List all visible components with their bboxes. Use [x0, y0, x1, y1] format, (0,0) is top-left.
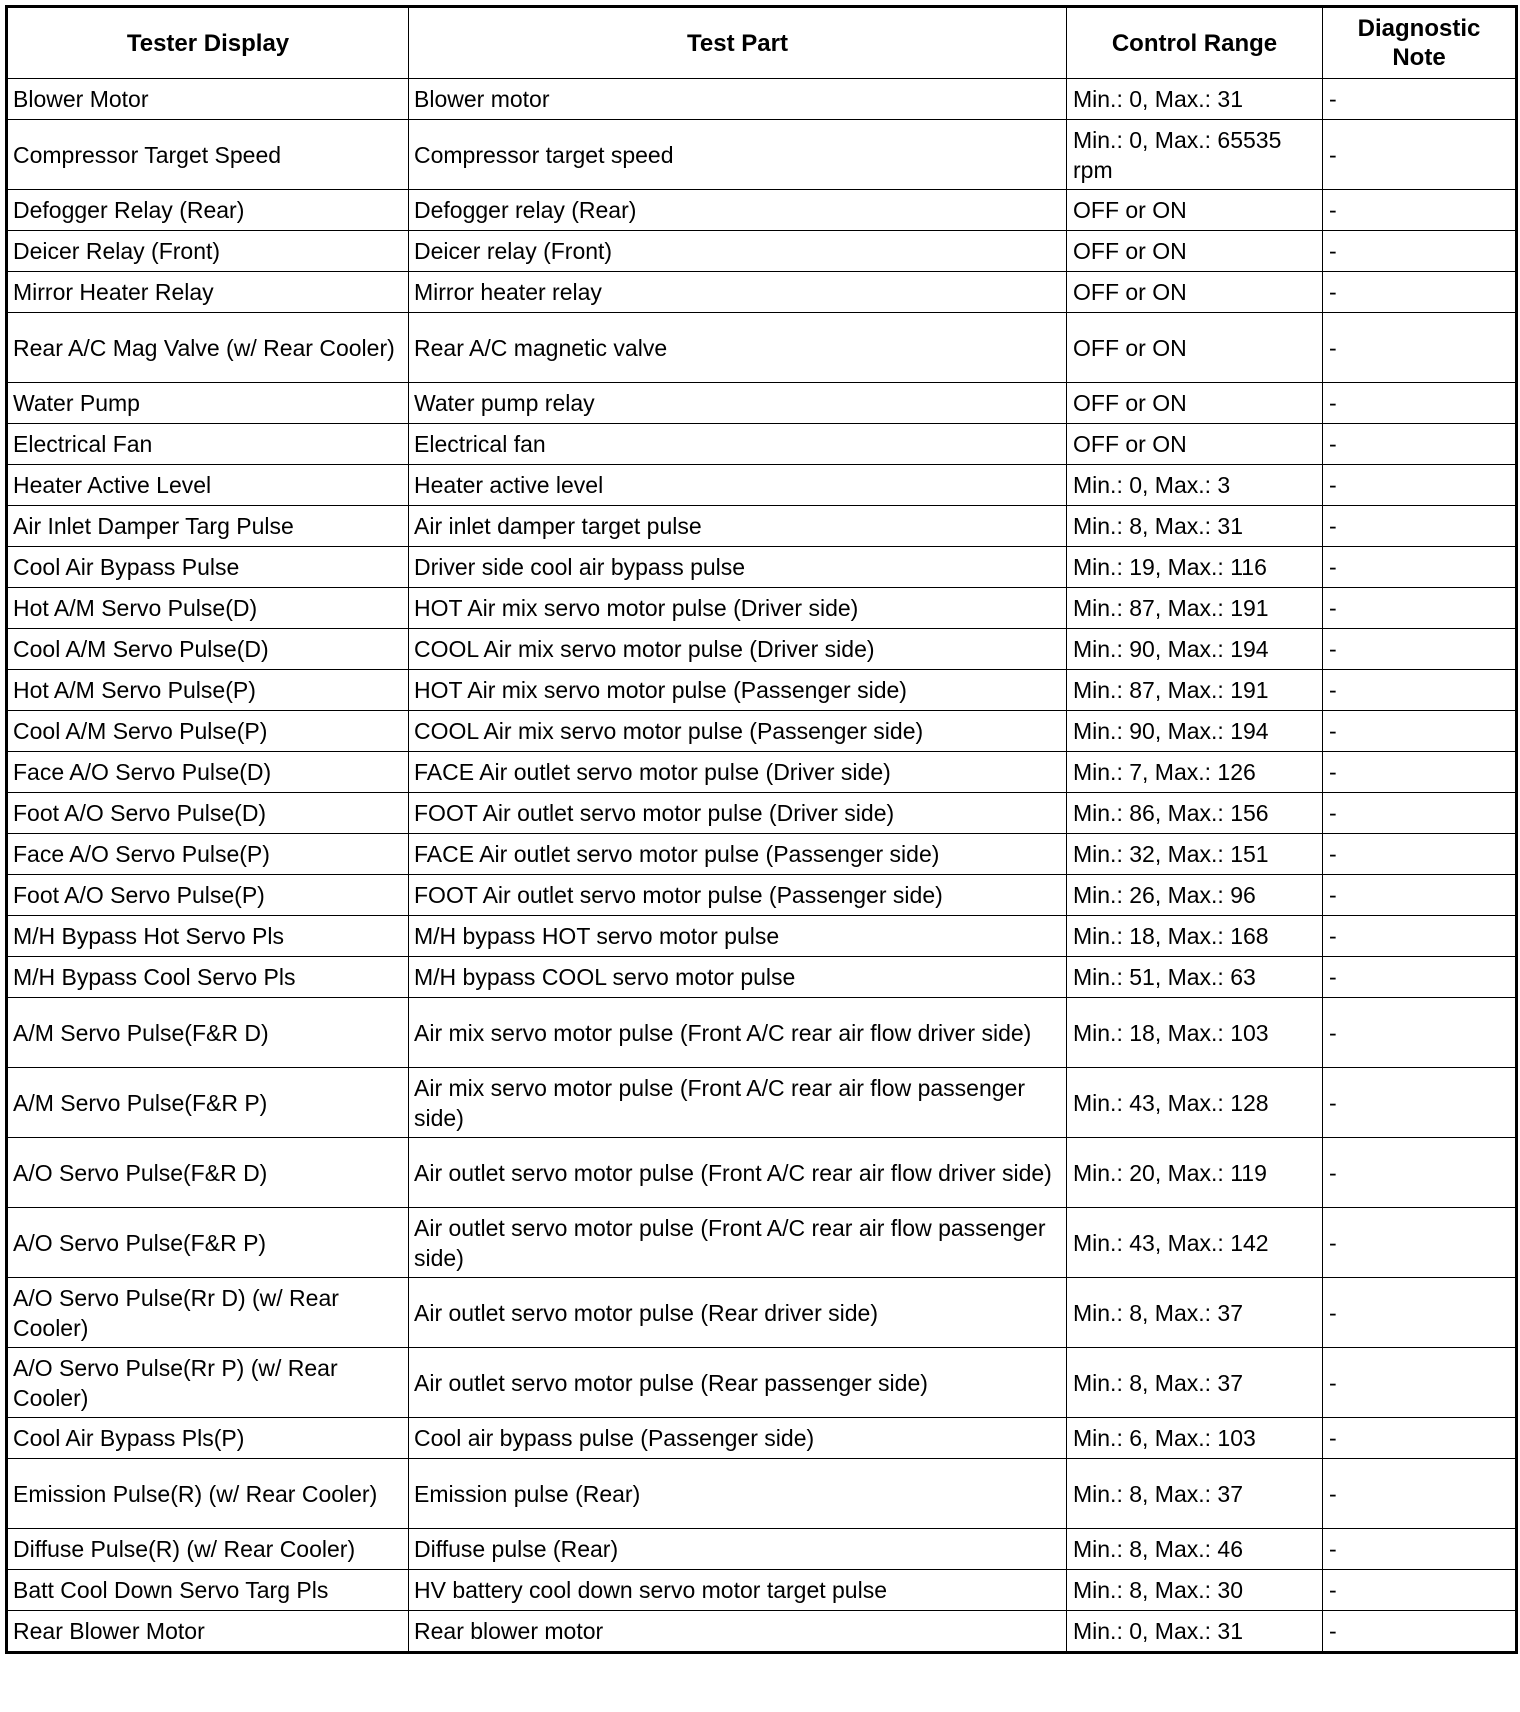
cell-diagnostic-note: -	[1323, 79, 1517, 120]
cell-diagnostic-note: -	[1323, 547, 1517, 588]
table-row	[7, 629, 1517, 670]
cell-diagnostic-note: -	[1323, 1208, 1517, 1278]
cell-tester-display: Defogger Relay (Rear)	[7, 190, 409, 231]
cell-control-range: Min.: 43, Max.: 142	[1067, 1208, 1323, 1278]
cell-diagnostic-note: -	[1323, 711, 1517, 752]
cell-diagnostic-note: -	[1323, 1278, 1517, 1348]
cell-tester-display: Rear A/C Mag Valve (w/ Rear Cooler)	[7, 313, 409, 383]
table-row	[7, 916, 1517, 957]
cell-test-part: FOOT Air outlet servo motor pulse (Driver side)	[409, 793, 1067, 834]
cell-test-part: Deicer relay (Front)	[409, 231, 1067, 272]
cell-control-range: OFF or ON	[1067, 272, 1323, 313]
cell-control-range: Min.: 8, Max.: 37	[1067, 1278, 1323, 1348]
cell-control-range: Min.: 90, Max.: 194	[1067, 711, 1323, 752]
cell-tester-display: Hot A/M Servo Pulse(P)	[7, 670, 409, 711]
table-row	[7, 1348, 1517, 1418]
cell-control-range: OFF or ON	[1067, 424, 1323, 465]
cell-control-range: Min.: 87, Max.: 191	[1067, 670, 1323, 711]
cell-diagnostic-note: -	[1323, 834, 1517, 875]
cell-tester-display: Cool Air Bypass Pls(P)	[7, 1418, 409, 1459]
cell-diagnostic-note: -	[1323, 875, 1517, 916]
table-row	[7, 834, 1517, 875]
cell-diagnostic-note: -	[1323, 998, 1517, 1068]
cell-control-range: Min.: 18, Max.: 168	[1067, 916, 1323, 957]
cell-diagnostic-note: -	[1323, 190, 1517, 231]
cell-diagnostic-note: -	[1323, 1570, 1517, 1611]
cell-test-part: Air mix servo motor pulse (Front A/C rear air flow passenger side)	[409, 1068, 1067, 1138]
cell-tester-display: M/H Bypass Hot Servo Pls	[7, 916, 409, 957]
cell-diagnostic-note: -	[1323, 424, 1517, 465]
table-row	[7, 1278, 1517, 1348]
cell-test-part: Water pump relay	[409, 383, 1067, 424]
table-row	[7, 1570, 1517, 1611]
table-row	[7, 1459, 1517, 1529]
cell-test-part: M/H bypass HOT servo motor pulse	[409, 916, 1067, 957]
cell-diagnostic-note: -	[1323, 506, 1517, 547]
cell-diagnostic-note: -	[1323, 1529, 1517, 1570]
cell-diagnostic-note: -	[1323, 120, 1517, 190]
cell-diagnostic-note: -	[1323, 231, 1517, 272]
cell-control-range: Min.: 8, Max.: 30	[1067, 1570, 1323, 1611]
cell-tester-display: Deicer Relay (Front)	[7, 231, 409, 272]
cell-diagnostic-note: -	[1323, 793, 1517, 834]
cell-control-range: Min.: 18, Max.: 103	[1067, 998, 1323, 1068]
cell-control-range: Min.: 20, Max.: 119	[1067, 1138, 1323, 1208]
cell-test-part: Emission pulse (Rear)	[409, 1459, 1067, 1529]
cell-test-part: Air inlet damper target pulse	[409, 506, 1067, 547]
cell-diagnostic-note: -	[1323, 1418, 1517, 1459]
cell-control-range: Min.: 0, Max.: 31	[1067, 79, 1323, 120]
cell-diagnostic-note: -	[1323, 383, 1517, 424]
cell-control-range: Min.: 8, Max.: 31	[1067, 506, 1323, 547]
cell-test-part: Blower motor	[409, 79, 1067, 120]
cell-control-range: Min.: 32, Max.: 151	[1067, 834, 1323, 875]
cell-test-part: Air outlet servo motor pulse (Rear driver side)	[409, 1278, 1067, 1348]
cell-test-part: Heater active level	[409, 465, 1067, 506]
cell-test-part: COOL Air mix servo motor pulse (Driver side)	[409, 629, 1067, 670]
cell-tester-display: Blower Motor	[7, 79, 409, 120]
cell-control-range: Min.: 19, Max.: 116	[1067, 547, 1323, 588]
cell-test-part: M/H bypass COOL servo motor pulse	[409, 957, 1067, 998]
table-row	[7, 875, 1517, 916]
table-row	[7, 1529, 1517, 1570]
cell-control-range: Min.: 8, Max.: 37	[1067, 1459, 1323, 1529]
cell-tester-display: Heater Active Level	[7, 465, 409, 506]
table-row	[7, 313, 1517, 383]
cell-control-range: Min.: 43, Max.: 128	[1067, 1068, 1323, 1138]
cell-diagnostic-note: -	[1323, 752, 1517, 793]
table-row	[7, 424, 1517, 465]
cell-tester-display: Batt Cool Down Servo Targ Pls	[7, 1570, 409, 1611]
cell-tester-display: Air Inlet Damper Targ Pulse	[7, 506, 409, 547]
table-row	[7, 506, 1517, 547]
table-row	[7, 465, 1517, 506]
cell-test-part: Diffuse pulse (Rear)	[409, 1529, 1067, 1570]
header-control-range: Control Range	[1067, 7, 1323, 79]
header-test-part: Test Part	[409, 7, 1067, 79]
cell-tester-display: Electrical Fan	[7, 424, 409, 465]
cell-control-range: Min.: 87, Max.: 191	[1067, 588, 1323, 629]
cell-tester-display: Mirror Heater Relay	[7, 272, 409, 313]
table-row	[7, 231, 1517, 272]
data-list-table-container	[5, 5, 1518, 1654]
cell-control-range: Min.: 90, Max.: 194	[1067, 629, 1323, 670]
cell-tester-display: A/M Servo Pulse(F&R D)	[7, 998, 409, 1068]
cell-diagnostic-note: -	[1323, 1611, 1517, 1653]
cell-test-part: HV battery cool down servo motor target pulse	[409, 1570, 1067, 1611]
table-row	[7, 79, 1517, 120]
table-row	[7, 1418, 1517, 1459]
cell-test-part: FACE Air outlet servo motor pulse (Passenger side)	[409, 834, 1067, 875]
table-row	[7, 190, 1517, 231]
cell-tester-display: M/H Bypass Cool Servo Pls	[7, 957, 409, 998]
cell-test-part: Air mix servo motor pulse (Front A/C rear air flow driver side)	[409, 998, 1067, 1068]
cell-test-part: FACE Air outlet servo motor pulse (Driver side)	[409, 752, 1067, 793]
cell-control-range: OFF or ON	[1067, 231, 1323, 272]
cell-tester-display: Diffuse Pulse(R) (w/ Rear Cooler)	[7, 1529, 409, 1570]
cell-control-range: Min.: 7, Max.: 126	[1067, 752, 1323, 793]
cell-diagnostic-note: -	[1323, 629, 1517, 670]
table-row	[7, 1611, 1517, 1653]
cell-tester-display: Foot A/O Servo Pulse(D)	[7, 793, 409, 834]
header-diagnostic-note: Diagnostic Note	[1323, 7, 1517, 79]
cell-diagnostic-note: -	[1323, 1459, 1517, 1529]
cell-diagnostic-note: -	[1323, 957, 1517, 998]
data-list-table	[5, 5, 1518, 1654]
cell-tester-display: Cool Air Bypass Pulse	[7, 547, 409, 588]
table-row	[7, 547, 1517, 588]
table-row	[7, 1208, 1517, 1278]
cell-control-range: Min.: 0, Max.: 31	[1067, 1611, 1323, 1653]
cell-tester-display: A/O Servo Pulse(F&R D)	[7, 1138, 409, 1208]
table-row	[7, 711, 1517, 752]
table-row	[7, 272, 1517, 313]
cell-diagnostic-note: -	[1323, 1068, 1517, 1138]
cell-tester-display: Rear Blower Motor	[7, 1611, 409, 1653]
table-row	[7, 998, 1517, 1068]
cell-diagnostic-note: -	[1323, 916, 1517, 957]
cell-control-range: Min.: 0, Max.: 3	[1067, 465, 1323, 506]
table-row	[7, 383, 1517, 424]
cell-control-range: Min.: 51, Max.: 63	[1067, 957, 1323, 998]
cell-tester-display: Face A/O Servo Pulse(P)	[7, 834, 409, 875]
header-row	[7, 7, 1517, 79]
cell-tester-display: A/O Servo Pulse(Rr D) (w/ Rear Cooler)	[7, 1278, 409, 1348]
cell-tester-display: A/M Servo Pulse(F&R P)	[7, 1068, 409, 1138]
cell-tester-display: A/O Servo Pulse(F&R P)	[7, 1208, 409, 1278]
cell-test-part: HOT Air mix servo motor pulse (Passenger side)	[409, 670, 1067, 711]
cell-tester-display: Face A/O Servo Pulse(D)	[7, 752, 409, 793]
cell-tester-display: A/O Servo Pulse(Rr P) (w/ Rear Cooler)	[7, 1348, 409, 1418]
cell-diagnostic-note: -	[1323, 670, 1517, 711]
cell-tester-display: Foot A/O Servo Pulse(P)	[7, 875, 409, 916]
table-row	[7, 120, 1517, 190]
cell-tester-display: Emission Pulse(R) (w/ Rear Cooler)	[7, 1459, 409, 1529]
cell-diagnostic-note: -	[1323, 588, 1517, 629]
cell-control-range: Min.: 8, Max.: 37	[1067, 1348, 1323, 1418]
cell-diagnostic-note: -	[1323, 1348, 1517, 1418]
cell-test-part: Mirror heater relay	[409, 272, 1067, 313]
cell-test-part: Electrical fan	[409, 424, 1067, 465]
cell-control-range: Min.: 26, Max.: 96	[1067, 875, 1323, 916]
table-row	[7, 1068, 1517, 1138]
cell-test-part: COOL Air mix servo motor pulse (Passenger side)	[409, 711, 1067, 752]
cell-control-range: Min.: 86, Max.: 156	[1067, 793, 1323, 834]
table-row	[7, 752, 1517, 793]
cell-control-range: Min.: 6, Max.: 103	[1067, 1418, 1323, 1459]
cell-tester-display: Cool A/M Servo Pulse(D)	[7, 629, 409, 670]
cell-test-part: Rear A/C magnetic valve	[409, 313, 1067, 383]
cell-diagnostic-note: -	[1323, 272, 1517, 313]
cell-test-part: Air outlet servo motor pulse (Front A/C rear air flow driver side)	[409, 1138, 1067, 1208]
table-row	[7, 1138, 1517, 1208]
table-row	[7, 957, 1517, 998]
cell-test-part: Compressor target speed	[409, 120, 1067, 190]
cell-tester-display: Compressor Target Speed	[7, 120, 409, 190]
cell-tester-display: Cool A/M Servo Pulse(P)	[7, 711, 409, 752]
cell-test-part: Air outlet servo motor pulse (Rear passenger side)	[409, 1348, 1067, 1418]
cell-test-part: HOT Air mix servo motor pulse (Driver side)	[409, 588, 1067, 629]
cell-test-part: Driver side cool air bypass pulse	[409, 547, 1067, 588]
header-tester-display: Tester Display	[7, 7, 409, 79]
cell-control-range: Min.: 8, Max.: 46	[1067, 1529, 1323, 1570]
cell-tester-display: Water Pump	[7, 383, 409, 424]
cell-diagnostic-note: -	[1323, 313, 1517, 383]
table-row	[7, 670, 1517, 711]
cell-test-part: Air outlet servo motor pulse (Front A/C rear air flow passenger side)	[409, 1208, 1067, 1278]
cell-test-part: FOOT Air outlet servo motor pulse (Passenger side)	[409, 875, 1067, 916]
cell-tester-display: Hot A/M Servo Pulse(D)	[7, 588, 409, 629]
cell-test-part: Cool air bypass pulse (Passenger side)	[409, 1418, 1067, 1459]
table-row	[7, 588, 1517, 629]
cell-test-part: Rear blower motor	[409, 1611, 1067, 1653]
table-row	[7, 793, 1517, 834]
cell-control-range: OFF or ON	[1067, 190, 1323, 231]
cell-control-range: Min.: 0, Max.: 65535 rpm	[1067, 120, 1323, 190]
cell-control-range: OFF or ON	[1067, 313, 1323, 383]
cell-diagnostic-note: -	[1323, 465, 1517, 506]
cell-control-range: OFF or ON	[1067, 383, 1323, 424]
cell-diagnostic-note: -	[1323, 1138, 1517, 1208]
cell-test-part: Defogger relay (Rear)	[409, 190, 1067, 231]
